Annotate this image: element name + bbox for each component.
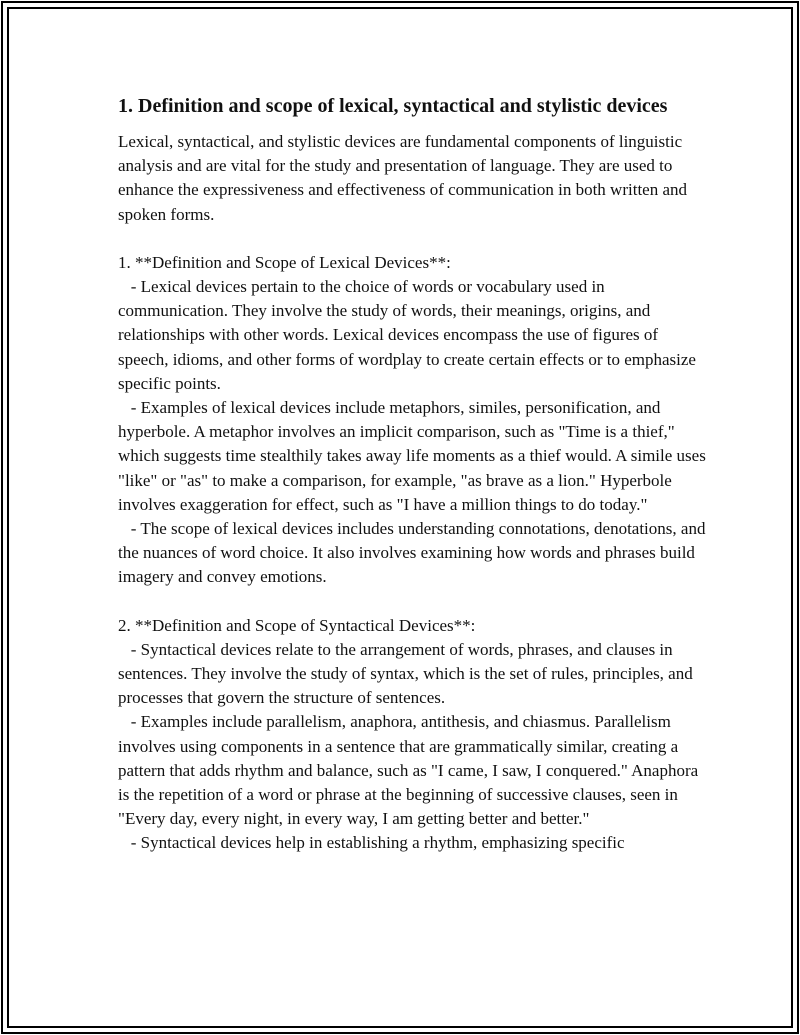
document-title: 1. Definition and scope of lexical, syntactical and stylistic devices	[118, 95, 668, 117]
section-syntactical	[118, 614, 708, 856]
section-point: - The scope of lexical devices includes understanding connotations, denotations, and the nuances of word choice. It also involves examining how words and phrases build imagery and convey emotions.	[118, 519, 710, 587]
section-point: - Examples include parallelism, anaphora, antithesis, and chiasmus. Parallelism involves using components in a sentence that are grammatically similar, creating a pattern that adds rhythm and balance, such as "I came, I saw, I conquered." Anaphora is the repetition of a word or phrase at the beginning of successive clauses, seen in "Every day, every night, in every way, I am getting better and better."	[118, 712, 703, 829]
section-point: - Lexical devices pertain to the choice of words or vocabulary used in communication. They involve the study of words, their meanings, origins, and relationships with other words. Lexical devices encompass the use of figures of speech, idioms, and other forms of wordplay to create certain effects or to emphasize specific points.	[118, 277, 701, 393]
section-heading: 1. **Definition and Scope of Lexical Devices**:	[118, 252, 451, 272]
section-point: - Examples of lexical devices include metaphors, similes, personification, and hyperbole. A metaphor involves an implicit comparison, such as "Time is a thief," which suggests time stealthily takes away life moments as a thief would. A simile uses "like" or "as" to make a comparison, for example, "as brave as a lion." Hyperbole involves exaggeration for effect, such as "I have a million things to do today."	[118, 398, 711, 514]
intro-paragraph: Lexical, syntactical, and stylistic devices are fundamental components of linguistic analysis and are vital for the study and presentation of language. They are used to enhance the expressiveness and effectiveness of communication in both written and spoken forms.	[118, 132, 692, 224]
section-heading: 2. **Definition and Scope of Syntactical Devices**:	[118, 615, 476, 635]
section-lexical	[118, 251, 711, 590]
document-body	[118, 92, 711, 856]
blank-line	[118, 590, 708, 614]
blank-line	[118, 227, 708, 251]
section-point: - Syntactical devices relate to the arrangement of words, phrases, and clauses in sentences. They involve the study of syntax, which is the set of rules, principles, and processes that govern the structure of sentences.	[118, 639, 697, 708]
section-point: - Syntactical devices help in establishing a rhythm, emphasizing specific	[118, 833, 625, 853]
